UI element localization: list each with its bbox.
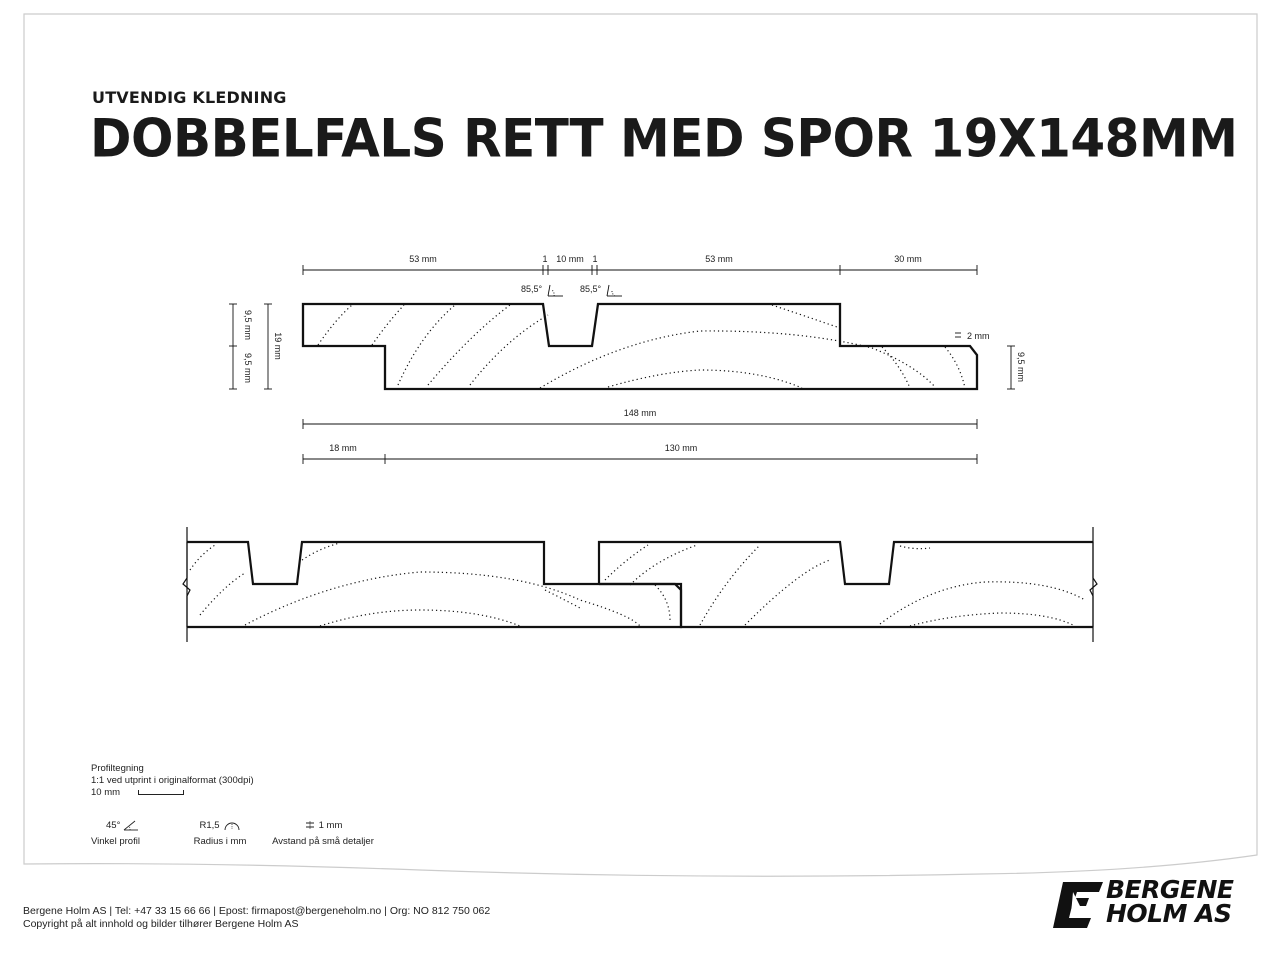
dim-total: 148 mm bbox=[623, 408, 657, 418]
logo-wordmark bbox=[1106, 875, 1234, 928]
angle-icon bbox=[123, 819, 139, 831]
legend-key-angle-label: Vinkel profil bbox=[91, 836, 140, 847]
dim-height: 19 mm bbox=[273, 332, 283, 360]
dim-cover: 130 mm bbox=[664, 443, 698, 453]
page-subtitle: UTVENDIG KLEDNING bbox=[92, 88, 287, 107]
legend-key-radius bbox=[185, 817, 255, 847]
assembly-drawing bbox=[183, 527, 1097, 642]
dimension-top bbox=[303, 265, 977, 275]
legend-key-radius-symbol: R1,5 bbox=[199, 819, 220, 831]
dim-1-left: 1 bbox=[542, 254, 548, 264]
assembly-board-right bbox=[599, 542, 1093, 584]
dim-upper-left: 9,5 mm bbox=[243, 309, 253, 341]
spacing-icon bbox=[304, 820, 316, 830]
footer bbox=[23, 905, 490, 931]
footer-copyright: Copyright på alt innhold og bilder tilhører Bergene Holm AS bbox=[23, 918, 299, 930]
legend-scale-row bbox=[91, 787, 254, 799]
dim-lower-left: 9,5 mm bbox=[243, 352, 253, 384]
legend-scale-label: 10 mm bbox=[91, 787, 121, 798]
logo-line-2: HOLM AS bbox=[1106, 899, 1232, 928]
profile-drawing bbox=[229, 265, 1015, 464]
legend-key-angle-symbol: 45° bbox=[106, 819, 121, 831]
scale-bar bbox=[138, 790, 184, 795]
dim-10-groove: 10 mm bbox=[556, 254, 584, 264]
footer-contact: Bergene Holm AS | Tel: +47 33 15 66 66 | Epost: firmapost@bergeneholm.no | Org: NO 812 750 062 bbox=[23, 905, 491, 917]
angle-label-left: 85,5° bbox=[521, 284, 543, 294]
angle-marker-right bbox=[607, 285, 622, 296]
dim-chamfer: 2 mm bbox=[967, 331, 990, 341]
dim-right: 9,5 mm bbox=[1016, 351, 1026, 383]
legend bbox=[91, 763, 254, 799]
legend-heading: Profiltegning bbox=[91, 763, 144, 774]
angle-label-right: 85,5° bbox=[580, 284, 602, 294]
dim-30: 30 mm bbox=[894, 254, 922, 264]
dimension-right bbox=[955, 333, 1015, 389]
dim-lip: 18 mm bbox=[329, 443, 357, 453]
legend-key-spacing-label: Avstand på små detaljer bbox=[272, 836, 374, 847]
logo-line-1: BERGENE bbox=[1106, 875, 1234, 904]
page-title: DOBBELFALS RETT MED SPOR 19X148MM bbox=[90, 108, 1238, 169]
legend-key-spacing-symbol: 1 mm bbox=[318, 819, 343, 831]
dim-53-right: 53 mm bbox=[705, 254, 733, 264]
angle-marker-left bbox=[548, 285, 563, 296]
dimension-bottom bbox=[303, 419, 977, 464]
legend-scale-note: 1:1 ved utprint i originalformat (300dpi) bbox=[91, 775, 254, 786]
radius-icon bbox=[223, 819, 241, 831]
legend-key-radius-label: Radius i mm bbox=[193, 836, 247, 847]
dim-53-left: 53 mm bbox=[409, 254, 437, 264]
profile-outline bbox=[303, 304, 977, 389]
legend-key-angle bbox=[91, 817, 151, 847]
dim-1-right: 1 bbox=[592, 254, 598, 264]
legend-key-spacing bbox=[264, 817, 382, 847]
